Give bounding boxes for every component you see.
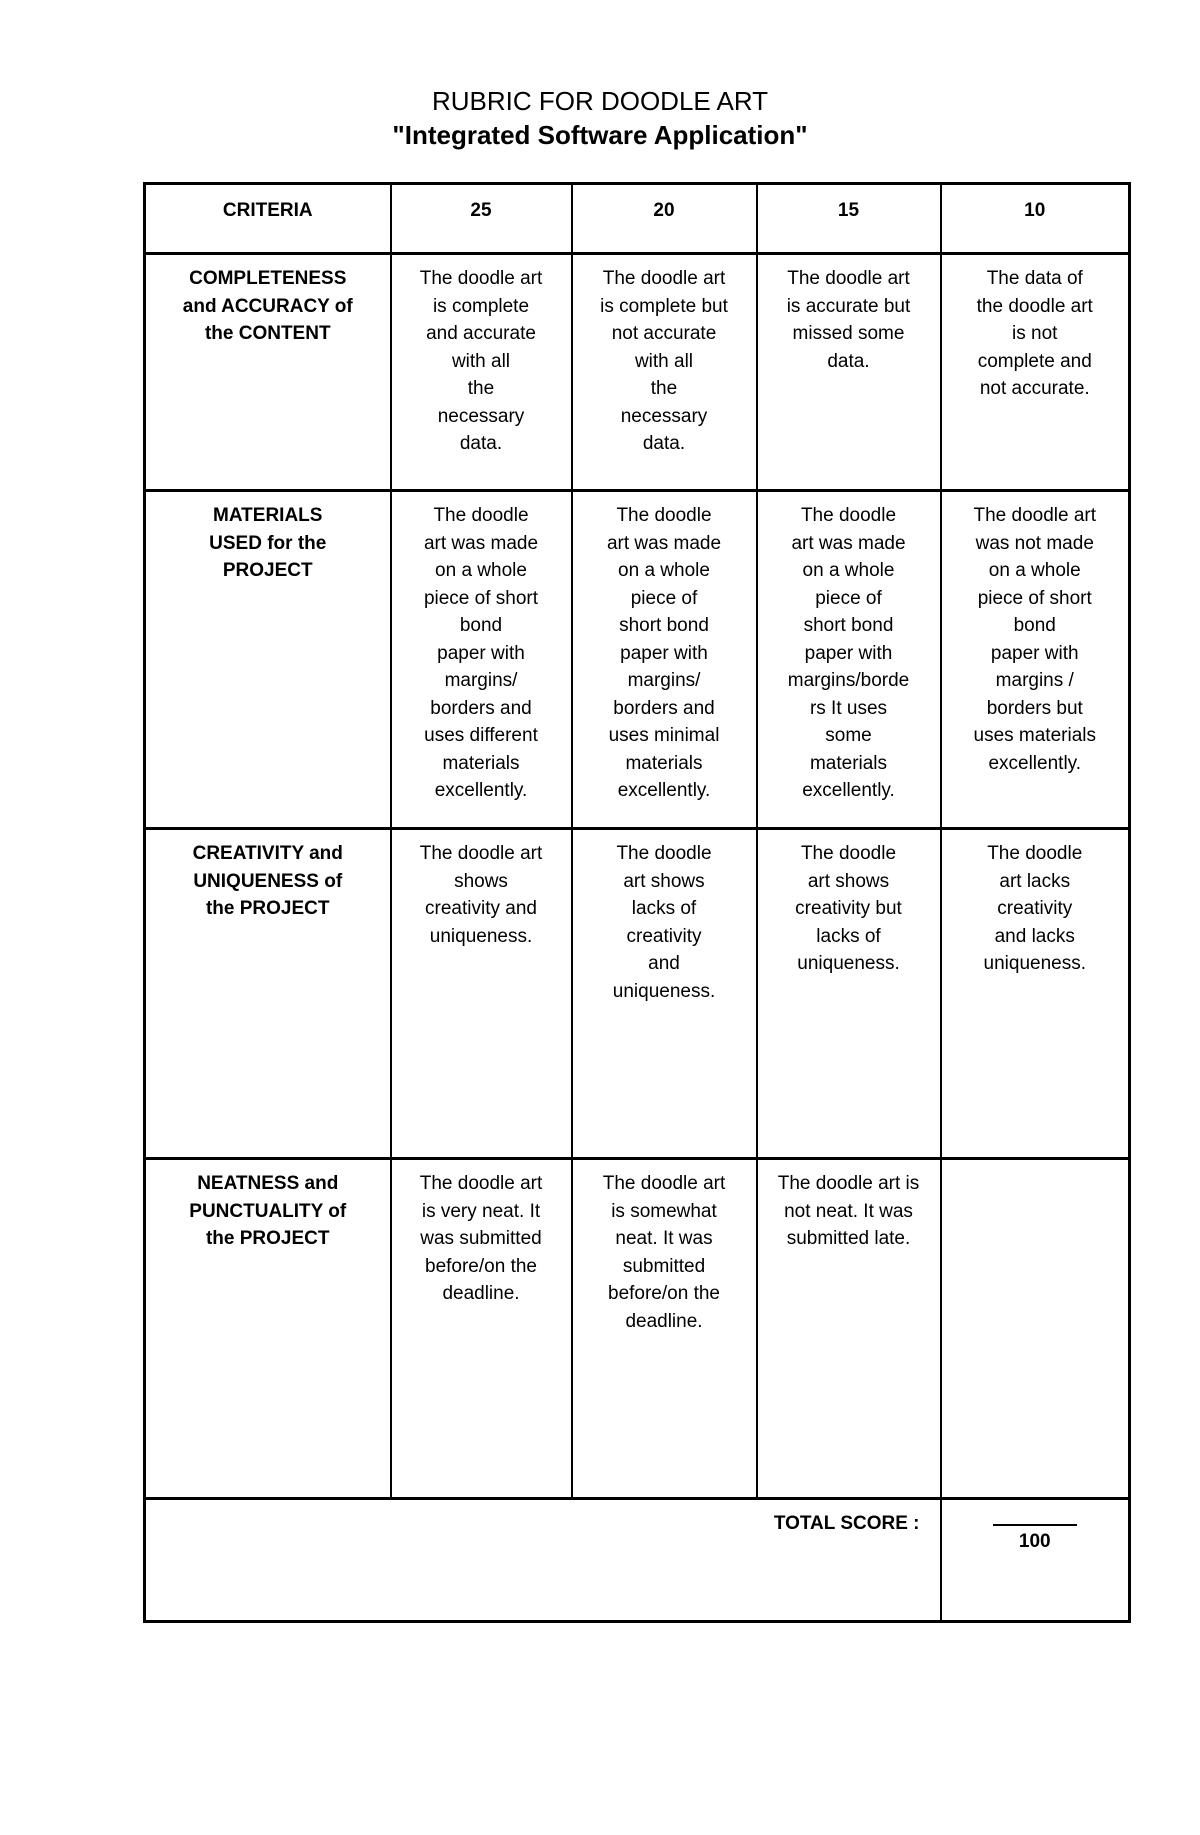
score-cell — [572, 829, 757, 1159]
criteria-label: MATERIALS USED for the PROJECT — [209, 505, 327, 581]
criteria-cell — [145, 829, 391, 1159]
cell-description: The doodle art was made on a whole piece of short bond paper with margins/borde rs It uses some materials excellently. — [787, 505, 910, 801]
cell-description: The doodle art shows creativity and uniqueness. — [419, 843, 543, 947]
score-cell — [757, 491, 941, 829]
score-blank-line — [993, 1524, 1077, 1526]
total-score-cell — [941, 1499, 1130, 1622]
cell-description: The doodle art is very neat. It was submitted before/on the deadline. — [419, 1173, 543, 1304]
score-cell — [941, 1159, 1130, 1499]
cell-description: The doodle art was made on a whole piece of short bond paper with margins/ borders and uses different materials excellently. — [423, 505, 539, 801]
header-score-25: 25 — [391, 184, 572, 254]
criteria-label: COMPLETENESS and ACCURACY of the CONTENT — [182, 268, 353, 344]
criteria-label: CREATIVITY and UNIQUENESS of the PROJECT — [192, 843, 343, 919]
document-title: RUBRIC FOR DOODLE ART — [431, 86, 769, 116]
cell-description: The doodle art lacks creativity and lacks uniqueness. — [983, 843, 1086, 974]
score-cell — [572, 1159, 757, 1499]
table-row — [145, 1159, 1130, 1499]
cell-description: The doodle art is complete but not accurate with all the necessary data. — [600, 268, 728, 454]
document-header — [0, 84, 1200, 152]
cell-description: The doodle art was not made on a whole piece of short bond paper with margins / borders but uses materials excellently. — [973, 505, 1097, 774]
header-score-10: 10 — [941, 184, 1130, 254]
criteria-cell — [145, 254, 391, 491]
score-cell — [757, 829, 941, 1159]
score-cell — [391, 254, 572, 491]
score-cell — [941, 829, 1130, 1159]
cell-description: The doodle art shows lacks of creativity and uniqueness. — [612, 843, 716, 1002]
cell-description: The data of the doodle art is not complete and not accurate. — [976, 268, 1093, 399]
header-row — [145, 184, 1130, 254]
cell-description: The doodle art is accurate but missed some data. — [786, 268, 911, 372]
total-row — [145, 1499, 1130, 1622]
cell-description: The doodle art is complete and accurate with all the necessary data. — [419, 268, 543, 454]
total-score-label: TOTAL SCORE : — [145, 1499, 941, 1622]
rubric-table — [143, 182, 1131, 1623]
score-cell — [572, 491, 757, 829]
header-score-15: 15 — [757, 184, 941, 254]
score-cell — [941, 254, 1130, 491]
header-criteria: CRITERIA — [145, 184, 391, 254]
cell-description: The doodle art is not neat. It was submitted late. — [777, 1173, 920, 1249]
criteria-cell — [145, 491, 391, 829]
total-score-max: 100 — [1018, 1531, 1051, 1552]
table-row — [145, 829, 1130, 1159]
document-subtitle: "Integrated Software Application" — [392, 120, 808, 150]
criteria-label: NEATNESS and PUNCTUALITY of the PROJECT — [189, 1173, 347, 1249]
score-cell — [391, 829, 572, 1159]
cell-description: The doodle art is somewhat neat. It was submitted before/on the deadline. — [602, 1173, 726, 1332]
criteria-cell — [145, 1159, 391, 1499]
score-cell — [391, 491, 572, 829]
score-cell — [757, 1159, 941, 1499]
cell-description: The doodle art was made on a whole piece of short bond paper with margins/ borders and uses minimal materials excellently. — [606, 505, 722, 801]
header-score-20: 20 — [572, 184, 757, 254]
score-cell — [941, 491, 1130, 829]
cell-description: The doodle art shows creativity but lacks of uniqueness. — [795, 843, 902, 974]
table-row — [145, 491, 1130, 829]
table-row — [145, 254, 1130, 491]
score-cell — [572, 254, 757, 491]
score-cell — [391, 1159, 572, 1499]
score-cell — [757, 254, 941, 491]
